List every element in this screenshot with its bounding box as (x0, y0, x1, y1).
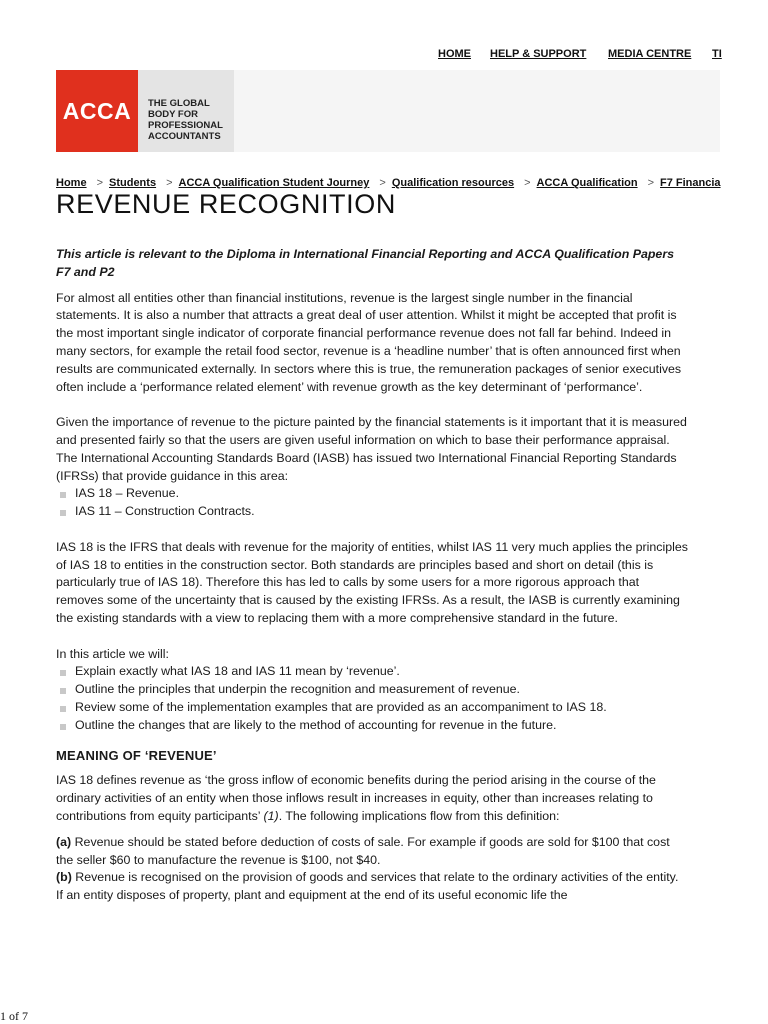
point-text: Revenue should be stated before deduction of costs of sale. For example if goods are sold for $100 that cost the seller $60 to manufacture the revenue is $100, not $40. (56, 834, 670, 867)
nav-overflow-link[interactable]: TI (712, 48, 722, 60)
breadcrumb-separator: > (524, 177, 531, 189)
tagline-line: BODY FOR (148, 109, 198, 120)
point-label: (a) (56, 834, 72, 849)
article-body (56, 246, 688, 905)
tagline-line: PROFESSIONAL (148, 120, 223, 131)
breadcrumb-qualification-resources[interactable]: Qualification resources (391, 177, 515, 189)
nav-home-link[interactable]: HOME (438, 48, 471, 60)
breadcrumb-separator: > (379, 177, 386, 189)
point-a (56, 834, 688, 870)
breadcrumb-separator: > (166, 177, 173, 189)
list-item: Review some of the implementation examples that are provided as an accompaniment to IAS 18. (56, 699, 688, 717)
breadcrumb-student-journey[interactable]: ACCA Qualification Student Journey (178, 177, 370, 189)
definition-text: IAS 18 defines revenue as ‘the gross inflow of economic benefits during the period arising in the course of the ordinary activities of an entity when those inflows result in increases in equity, other than increases relating to contributions from equity participants’ (56, 773, 656, 823)
page-title: REVENUE RECOGNITION (56, 189, 396, 219)
article-objectives-list (56, 663, 688, 734)
acca-logo[interactable] (56, 70, 138, 152)
breadcrumb-separator: > (647, 177, 655, 189)
page-number: 1 of 7 (0, 1009, 28, 1023)
definition-text-end: . The following implications flow from this definition: (278, 808, 560, 823)
breadcrumb-students[interactable]: Students (109, 177, 157, 189)
breadcrumb-acca-qualification[interactable]: ACCA Qualification (536, 177, 638, 189)
tagline-line: ACCOUNTANTS (148, 131, 221, 142)
point-b (56, 869, 688, 905)
breadcrumb-separator: > (96, 177, 103, 189)
logo-tagline (138, 70, 234, 152)
breadcrumb-home[interactable]: Home (56, 177, 87, 189)
paragraph: In this article we will: (56, 646, 169, 661)
nav-media-centre-link[interactable]: MEDIA CENTRE (608, 48, 692, 60)
definition-paragraph (56, 772, 688, 825)
point-label: (b) (56, 870, 72, 885)
logo-mark: ACCA (62, 97, 132, 124)
point-text: Revenue is recognised on the provision of goods and services that relate to the ordinary activities of the entity. If an entity disposes of property, plant and equipment at the end of its useful economic life the (56, 870, 679, 903)
standards-list (56, 485, 688, 521)
top-navigation (0, 48, 720, 64)
list-item: IAS 11 – Construction Contracts. (56, 503, 688, 521)
section-heading: MEANING OF ‘REVENUE’ (56, 747, 217, 763)
paragraph: IAS 18 is the IFRS that deals with revenue for the majority of entities, whilst IAS 11 very much applies the principles of IAS 18 to entities in the construction sector. Both standards are principles based and short on detail (this is particularly true of IAS 18). Therefore this has led to calls by some users for a more rigorous approach that removes some of the uncertainty that is caused by the existing IFRSs. As a result, the IASB is currently examining the existing standards with a view to replacing them with a more comprehensive standard in the future. (56, 539, 688, 625)
list-item: Explain exactly what IAS 18 and IAS 11 mean by ‘revenue’. (56, 663, 688, 681)
nav-help-support-link[interactable]: HELP & SUPPORT (490, 48, 587, 60)
footnote-ref: (1) (263, 808, 279, 823)
list-item: Outline the changes that are likely to the method of accounting for revenue in the future. (56, 717, 688, 735)
list-item: IAS 18 – Revenue. (56, 485, 688, 503)
paragraph: For almost all entities other than financial institutions, revenue is the largest single number in the financial statements. It is also a number that attracts a great deal of user attention. Whilst it might be accepted that profit is the most important single indicator of corporate financial performance revenue does not fall far behind. Indeed in many sectors, for example the retail food sector, revenue is a ‘headline number’ that is often announced first when results are communicated externally. In sectors where this is true, the remuneration packages of senior executives often include a ‘performance related element’ with revenue growth as the key determinant of ‘performance’. (56, 290, 682, 394)
breadcrumb-f7-financial[interactable]: F7 Financia (660, 177, 721, 189)
article-intro: This article is relevant to the Diploma in International Financial Reporting and ACCA Qualification Papers F7 and P2 (56, 247, 675, 279)
paragraph: Given the importance of revenue to the picture painted by the financial statements is it important that it is measured and presented fairly so that the users are given useful information on which to base their performance appraisal. The International Accounting Standards Board (IASB) has issued two International Financial Reporting Standards (IFRSs) that provide guidance in this area: (56, 415, 687, 483)
list-item: Outline the principles that underpin the recognition and measurement of revenue. (56, 681, 688, 699)
tagline-line: THE GLOBAL (148, 98, 210, 109)
